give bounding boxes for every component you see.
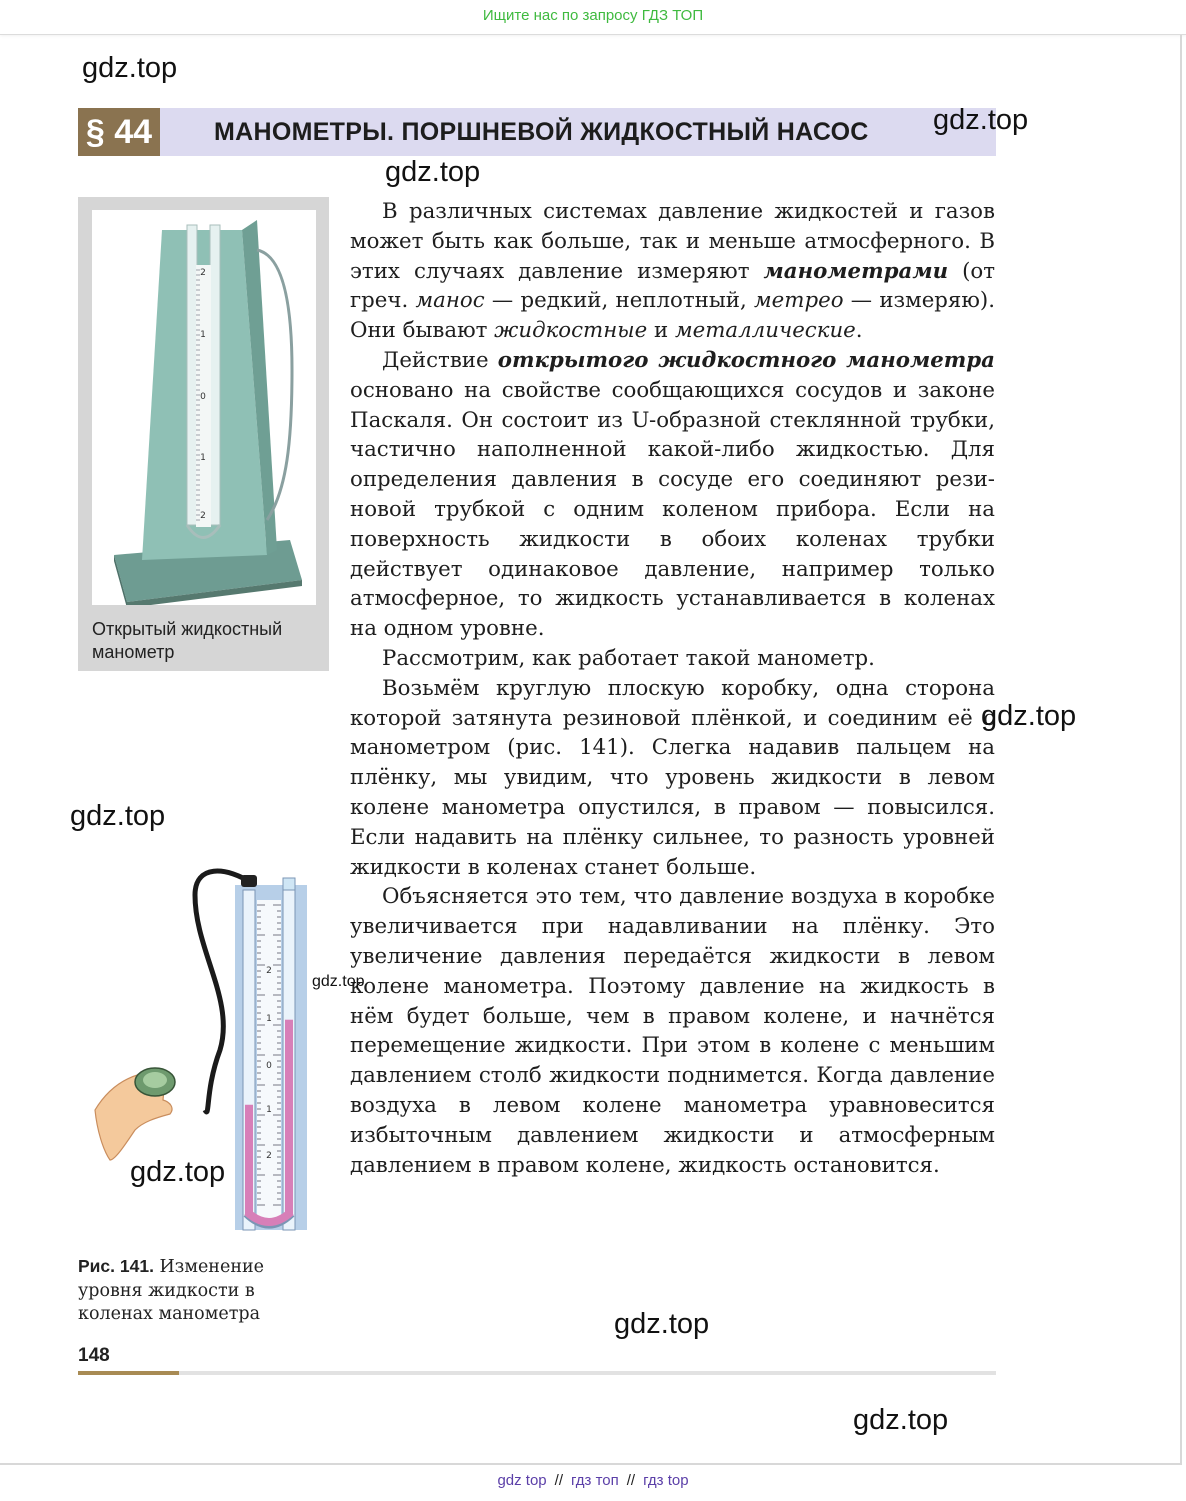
photo-caption: Открытый жидкостный манометр [92,619,283,662]
bottom-link[interactable]: гдз топ [571,1472,619,1489]
bottom-link[interactable]: гдз top [643,1472,689,1489]
link-separator: // [626,1472,636,1489]
watermark: gdz.top [312,973,365,990]
page-number: 148 [78,1345,110,1366]
figure-caption-text: Изменение уровня жидкости в коленах манометра [78,1257,265,1324]
scale-label: 2 [266,966,272,976]
link-separator: // [554,1472,563,1489]
hose-connector [241,875,257,887]
paragraph-1: В различных системах давление жидкостей и газов может быть как больше, так и меньше атмосферного. В этих случаях давление измеряют манометрами (от греч. манос — редкий, неплотный, метрео — измеряю). Они бывают жидкостные и металлические. [350,199,996,344]
footer-rule-accent [78,1371,179,1375]
manometer-photo [92,210,316,605]
scale-label: 1 [200,453,206,463]
top-banner [0,0,1186,35]
liquid-right-column [285,1020,293,1215]
figure-label: Рис. 141. [78,1256,154,1276]
scale-label: 1 [266,1014,272,1024]
paragraph-2: Действие открытого жидкостного манометра основано на свойстве сообщающихся сосудов и законе Паскаля. Он состоит из U-образной стеклянной трубки, частично наполненной какой-либо жидкостью. Для определения давления в сосуде его соединяют резиновой трубкой с одним коленом прибора. Если на поверхность жидкости в обоих коленах трубки действует одинаковое давление, например только атмосферное, то жидкость устанавливается в коленах на одном уровне. [350,347,995,642]
paragraph-5: Объясняется это тем, что давление воздуха в коробке увеличивается при надавливании на плёнку. Это увеличение давления передаётся жидкости в левом колене манометра. Поэтому давление на жидкость в нём будет больше, чем в правом колене, и начнётся перемещение жидкости. При этом в колене с меньшим давлением столб жидкости поднимется. Когда давление воздуха в левом колене манометра уравновесится избыточным давлением жидкости и атмосферным давлением в правом колене, жидкость остановится. [350,884,995,1178]
scale-label: 1 [266,1105,272,1115]
paragraph-4: Возьмём круглую плоскую коробку, одна сторона которой затянута резиновой плёнкой, и соединим её с манометром (рис. 141). Слегка надавив пальцем на плёнку, мы увидим, что уровень жидкости в левом колене манометра опустился, в правом — повысился. Если надавить на плёнку сильнее, то разность уровней жидкости в коленах станет больше. [350,675,995,880]
paragraph-3: Рассмотрим, как работает такой манометр. [382,645,875,671]
bottom-links [0,1472,1186,1489]
section-title: МАНОМЕТРЫ. ПОРШНЕВОЙ ЖИДКОСТНЫЙ НАСОС [214,118,869,146]
scale-label: 2 [200,511,206,521]
scale-label: 1 [200,330,206,340]
footer-rule [78,1371,996,1375]
main-text [350,197,995,1180]
liquid-left-column [245,1105,253,1215]
watermark: gdz.top [385,156,481,188]
watermark: gdz.top [981,700,1077,732]
section-number: § 44 [78,108,160,156]
scale-label: 2 [266,1151,272,1161]
watermark: gdz.top [70,800,166,832]
scale-label: 0 [266,1061,272,1071]
scale-label: 2 [200,268,206,278]
watermark: gdz.top [853,1404,949,1436]
bottom-link[interactable]: gdz top [497,1472,547,1489]
watermark: gdz.top [614,1308,710,1340]
figure-caption [78,1255,328,1327]
scale-label: 0 [200,392,206,402]
right-tube [210,225,220,525]
left-tube [187,225,197,525]
watermark: gdz.top [130,1156,226,1188]
watermark: gdz.top [82,52,178,84]
search-hint-link[interactable]: Ищите нас по запросу ГДЗ ТОП [482,7,704,24]
watermark: gdz.top [933,104,1029,136]
